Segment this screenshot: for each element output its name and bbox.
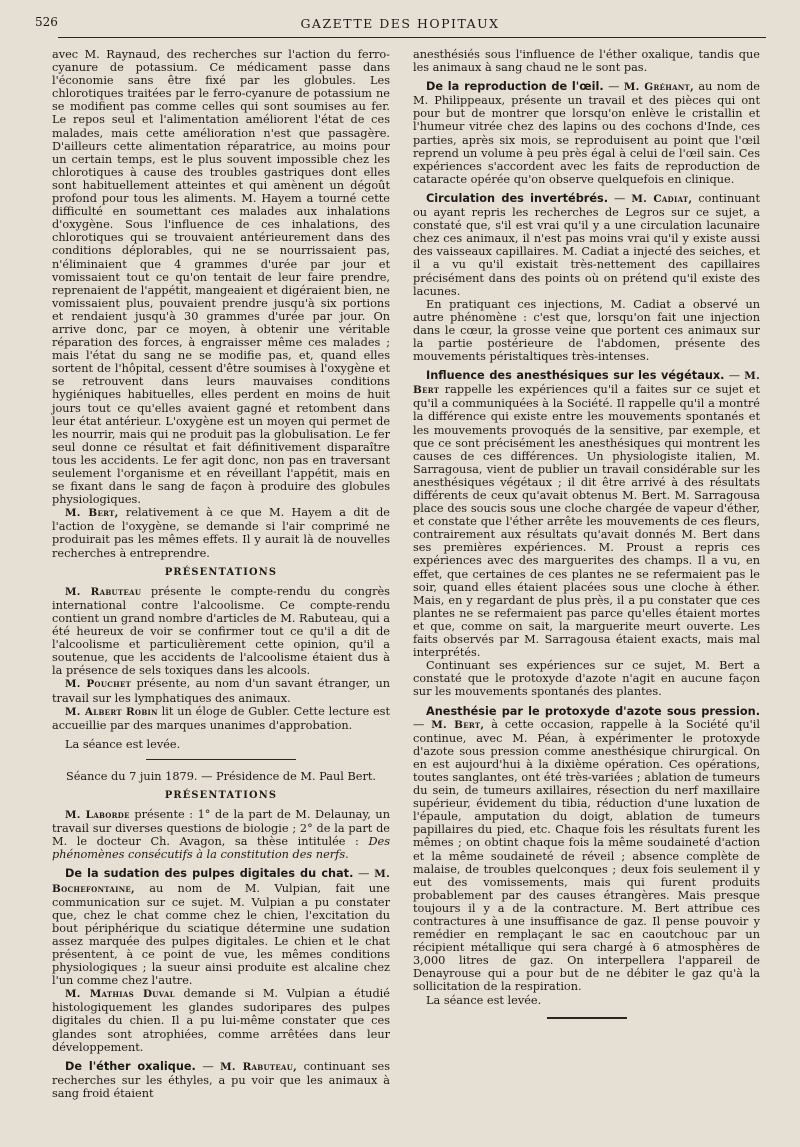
- paragraph: [52, 705, 390, 732]
- article-heading: De la reproduction de l'œil.: [426, 80, 604, 94]
- speaker-name: M. Cadiat,: [631, 192, 693, 205]
- paragraph-text: à cette occasion, rappelle à la Société qu'il continue, avec M. Péan, à expérimenter le protoxyde d'azote sous pression comme anesthésique chirurgical. On en est aujourd'hui à la dixième opération. Ces opérations, toutes sanglantes, ont été très-variées ; ablation de tumeurs du sein, de tumeurs axillaires, résection du nerf maxillaire supérieur, évidement du tibia, réduction d'une luxation de l'épaule, amputation du doigt, ablation de tumeurs papillaires du pied, etc. Chaque fois les résultats furent les mêmes ; on obtint chaque fois la même soudaineté d'action et la même soudaineté de réveil ; absence complète de malaise, de troubles quelconques ; deux fois seulement il y eut des vomissements, mais qui furent produits probablement par des causes étrangères. Mais presque toujours il y a de la contracture. M. Bert attribue ces contractures à une insuffisance de gaz. Il pense pouvoir y remédier en remplaçant le sac en caoutchouc par un récipient métallique qui sera chargé à 6 atmosphères de 3,000 litres de gaz. On interpellera l'appareil de Denayrouse qui a pour but de ne débiter le gaz qu'à la sollicitation de la respiration.: [413, 717, 760, 994]
- speaker-name: M. Rabuteau: [65, 585, 142, 598]
- paragraph-text: lit un éloge de Gubler. Cette lecture est accueillie par des marques unanimes d'approbation.: [52, 704, 390, 732]
- speaker-name: M. Bert,: [431, 718, 485, 731]
- paragraph: [52, 506, 390, 559]
- section-heading: PRÉSENTATIONS: [164, 566, 278, 578]
- paragraph: Anesthésie par le protoxyde d'azote sous pression. — M. Bert, à cette occasion, rappelle à la Société qu'il continue, avec M. Péan, à expérimenter le protoxyde d'azote sous pression comme anesthésique chirurgical. On en est aujourd'hui à la dixième opération. Ces opérations, toutes sanglantes, ont été très-variées ; ablation de tumeurs du sein, de tumeurs axillaires, résection du nerf maxillaire supérieur, évidement du tibia, réduction d'une luxation de l'épaule, amputation du doigt, ablation de tumeurs papillaires du pied, etc. Chaque fois les résultats furent les mêmes ; on obtint chaque fois la même soudaineté d'action et la même soudaineté de réveil ; absence complète de malaise, de troubles quelconques ; deux fois seulement il y eut des vomissements, mais qui furent produits probablement par des causes étrangères. Mais presque toujours il y a de la contracture. M. Bert attribue ces contractures à une insuffisance de gaz. Il pense pouvoir y remédier en remplaçant le sac en caoutchouc par un récipient métallique qui sera chargé à 6 atmosphères de 3,000 litres de gaz. On interpellera l'appareil de Denayrouse qui a pour but de ne débiter le gaz qu'à la sollicitation de la respiration.: [413, 704, 760, 994]
- paragraph: Circulation des invertébrés. — M. Cadiat, continuant ou ayant repris les recherches de Legros sur ce sujet, a constaté que, s'il est vrai qu'il y a une circulation lacunaire chez ces animaux, il n'est pas moins vrai qu'il y existe aussi des vaisseaux capillaires. M. Cadiat a injecté des seiches, et il a vu qu'il existait très-nettement des capillaires précisément dans des points où on prétend qu'il existe des lacunes.: [413, 191, 760, 298]
- page-number: 526: [35, 15, 58, 29]
- paragraph-text: au nom de M. Philippeaux, présente un travail et des pièces qui ont pour but de montrer que lorsqu'on enlève le cristallin et l'humeur vitrée chez des lapins ou des cochons d'Inde, ces parties, après six mois, se reproduisent au point que l'œil reprend un volume à peu près égal à celui de l'œil sain. Ces expériences s'accordent avec les faits de reproduction de cataracte opérée qu'on observe quelquefois en clinique.: [413, 80, 760, 186]
- speaker-name: M. Rabuteau,: [220, 1060, 298, 1073]
- header-rule: [58, 37, 766, 38]
- paragraph-text: présente, au nom d'un savant étranger, un travail sur les lymphatiques des animaux.: [52, 677, 390, 705]
- right-column: [413, 48, 760, 1029]
- ornament-rule: [547, 1017, 627, 1019]
- left-column: [52, 48, 390, 1100]
- paragraph-text: au nom de M. Vulpian, fait une communication sur ce sujet. M. Vulpian a pu constater que, chez le chat comme chez le chien, l'excitation du bout périphérique du sciatique détermine une sudation assez marquée des pulpes digitales. Le chien et le chat présentent, à ce point de vue, les mêmes conditions physiologiques ; la sueur ainsi produite est alcaline chez l'un comme chez l'autre.: [52, 881, 390, 988]
- session-closed: La séance est levée.: [65, 737, 181, 751]
- speaker-name: M. Bert: [413, 370, 760, 397]
- paragraph: Continuant ses expériences sur ce sujet, M. Bert a constaté que le protoxyde d'azote n'agit en aucune façon sur les mouvements spontanés des plantes.: [413, 659, 760, 699]
- speaker-name: M. Albert Robin: [65, 705, 158, 718]
- speaker-name: M. Pouchet: [65, 678, 132, 691]
- speaker-name: M. Bochefontaine,: [52, 868, 390, 895]
- paragraph: avec M. Raynaud, des recherches sur l'action du ferro-cyanure de potassium. Ce médicament passe dans l'économie sans être fixé par les globules. Les chlorotiques traitées par le ferro-cyanure de potassium ne se modifient pas comme celles qui sont soumises au fer. Le repos seul et l'alimentation améliorent l'état de ces malades, mais cette amélioration n'est que passagère. D'ailleurs cette alimentation réparatrice, au moins pour un certain temps, est le plus souvent impossible chez les chlorotiques à cause des troubles gastriques dont elles sont habituellement atteintes et qui amènent un dégoût profond pour tous les aliments. M. Hayem a tourné cette difficulté en soumettant ces malades aux inhalations d'oxygène. Sous l'influence de ces inhalations, des chlorotiques qui se trouvaient antérieurement dans des conditions déplorables, qui ne se nourrissaient pas, n'éliminaient que 4 grammes d'urée par jour et vomissaient tout ce qu'on tentait de leur faire prendre, reprenaient de l'appétit, mangeaient et digéraient bien, ne vomissaient plus, pouvaient prendre jusqu'à six portions et rendaient jusqu'à 30 grammes d'urée par jour. On arrive donc, par ce moyen, à obtenir une véritable réparation des forces, à engraisser même ces malades ; mais l'état du sang ne se modifie pas, et, quand elles sortent de l'hôpital, cessent d'être soumises à l'oxygène et se retrouvent dans leurs mauvaises conditions hygiéniques habituelles, elles perdent en moins de huit jours tout ce qu'elles avaient gagné et retombent dans leur état antérieur. L'oxygène est un moyen qui permet de les nourrir, mais qui ne produit pas la globulisation. Le fer seul donne ce résultat et fait définitivement disparaître tous les accidents. Le fer agit donc, non pas en traversant seulement l'organisme et en réveillant l'appétit, mais en se fixant dans le sang de façon à produire des globules physiologiques.: [52, 48, 390, 507]
- paragraph: En pratiquant ces injections, M. Cadiat a observé un autre phénomène : c'est que, lorsqu'on fait une injection dans le cœur, la grosse veine que portent ces animaux sur la partie postérieure de l'abdomen, présente des mouvements péristaltiques très-intenses.: [413, 297, 760, 364]
- article-heading: De l'éther oxalique.: [65, 1059, 196, 1073]
- paragraph-text: relativement à ce que M. Hayem a dit de l'action de l'oxygène, se demande si l'air comprimé ne produirait pas les mêmes effets. Il y aurait là de nouvelles recherches à entreprendre.: [52, 506, 390, 560]
- speaker-name: M. Bert,: [65, 507, 119, 520]
- paragraph-text: demande si M. Vulpian a étudié histologiquement les glandes sudoripares des pulpes digitales du chien. Il a pu lui-même constater que ces glandes sont atrophiées, comme arrêtées dans leur développement.: [52, 987, 390, 1054]
- paragraph: Influence des anesthésiques sur les végétaux. — M. Bert rappelle les expériences qu'il a faites sur ce sujet et qu'il a communiquées à la Société. Il rappelle qu'il a montré la différence qui existe entre les mouvements spontanés et les mouvements provoqués de la sensitive, par exemple, et que ce sont précisément les anesthésiques qui montrent les causes de ces différences. Un physiologiste italien, M. Sarragousa, vient de publier un travail considérable sur les anesthésiques végétaux ; il dit être arrivé à des résultats différents de ceux qu'avait obtenus M. Bert. M. Sarragousa place des soucis sous une cloche chargée de vapeur d'éther, et constate que l'éther arrête les mouvements de ces fleurs, contrairement aux résultats qu'avait donnés M. Bert dans ses premières expériences. M. Proust a repris ces expériences avec des marguerites des champs. Il a vu, en effet, que certaines de ces plantes ne se refermaient pas le soir, quand elles étaient placées sous une cloche à éther. Mais, en y regardant de plus près, il a pu constater que ces plantes ne se refermaient pas parce qu'elles étaient mortes et que, comme on sait, la marguerite meurt ouverte. Les faits observés par M. Sarragousa étaient exacts, mais mal interprétés.: [413, 369, 760, 660]
- separator-rule: [146, 759, 296, 760]
- article-heading: Anesthésie par le protoxyde d'azote sous pression.: [426, 704, 760, 718]
- paragraph: [52, 808, 390, 861]
- paragraph-text: présente : 1° de la part de M. Delaunay, un travail sur diverses questions de biologie ; 2° de la part de M. le docteur Ch. Avagon, sa thèse intitulée :: [52, 808, 390, 849]
- paragraph: [52, 585, 390, 678]
- session-closed: La séance est levée.: [426, 993, 542, 1007]
- paragraph: De l'éther oxalique. — M. Rabuteau, continuant ses recherches sur les éthyles, a pu voir que les animaux à sang froid étaient: [52, 1059, 390, 1100]
- paragraph-text: rappelle les expériences qu'il a faites sur ce sujet et qu'il a communiquées à la Société. Il rappelle qu'il a montré la différence qui existe entre les mouvements spontanés et les mouvements provoqués de la sensitive, par exemple, et que ce sont précisément les anesthésiques qui montrent les causes de ces différences. Un physiologiste italien, M. Sarragousa, vient de publier un travail considérable sur les anesthésiques végétaux ; il dit être arrivé à des résultats différents de ceux qu'avait obtenus M. Bert. M. Sarragousa place des soucis sous une cloche chargée de vapeur d'éther, et constate que l'éther arrête les mouvements de ces fleurs, contrairement aux résultats qu'avait donnés M. Bert dans ses premières expériences. M. Proust a repris ces expériences avec des marguerites des champs. Il a vu, en effet, que certaines de ces plantes ne se refermaient pas le soir, quand elles étaient placées sous une cloche à éther. Mais, en y regardant de plus près, il a pu constater que ces plantes ne se refermaient pas parce qu'elles étaient mortes et que, comme on sait, la marguerite meurt ouverte. Les faits observés par M. Sarragousa étaient exacts, mais mal interprétés.: [413, 383, 760, 660]
- paragraph: De la sudation des pulpes digitales du chat. — M. Bochefontaine, au nom de M. Vulpian, fait une communication sur ce sujet. M. Vulpian a pu constater que, chez le chat comme chez le chien, l'excitation du bout périphérique du sciatique détermine une sudation assez marquée des pulpes digitales. Le chien et le chat présentent, à ce point de vue, les mêmes conditions physiologiques ; la sueur ainsi produite est alcaline chez l'un comme chez l'autre.: [52, 867, 390, 988]
- article-heading: Circulation des invertébrés.: [426, 191, 609, 205]
- paragraph-text: continuant ses recherches sur les éthyles, a pu voir que les animaux à sang froid étaient: [52, 1059, 390, 1100]
- page-header: [0, 0, 800, 40]
- running-title: GAZETTE DES HOPITAUX: [300, 16, 500, 31]
- article-heading: Influence des anesthésiques sur les végétaux.: [426, 369, 725, 383]
- speaker-name: M. Gréhant,: [623, 81, 694, 94]
- paragraph: anesthésiés sous l'influence de l'éther oxalique, tandis que les animaux à sang chaud ne le sont pas.: [413, 48, 760, 75]
- article-heading: De la sudation des pulpes digitales du chat.: [65, 867, 354, 881]
- paragraph-text: présente le compte-rendu du congrès international contre l'alcoolisme. Ce compte-rendu contient un grand nombre d'articles de M. Rabuteau, qui a été heureux de voir se confirmer tout ce qu'il a dit de l'alcoolisme et particulièrement cette opinion, qu'il a soutenue, que les accidents de l'alcoolisme étaient dus à la présence de sels toxiques dans les alcools.: [52, 584, 390, 678]
- speaker-name: M. Laborde: [65, 809, 130, 822]
- paragraph: [52, 677, 390, 704]
- paragraph-text: continuant ou ayant repris les recherches de Legros sur ce sujet, a constaté que, s'il est vrai qu'il y a une circulation lacunaire chez ces animaux, il n'est pas moins vrai qu'il y existe aussi des vaisseaux capillaires. M. Cadiat a injecté des seiches, et il a vu qu'il existait très-nettement des capillaires précisément dans des points où on prétend qu'il existe des lacunes.: [413, 191, 760, 298]
- paragraph: De la reproduction de l'œil. — M. Gréhant, au nom de M. Philippeaux, présente un travail et des pièces qui ont pour but de montrer que lorsqu'on enlève le cristallin et l'humeur vitrée chez des lapins ou des cochons d'Inde, ces parties, après six mois, se reproduisent au point que l'œil reprend un volume à peu près égal à celui de l'œil sain. Ces expériences s'accordent avec les faits de reproduction de cataracte opérée qu'on observe quelquefois en clinique.: [413, 80, 760, 186]
- thesis-title: Des phénomènes consécutifs à la constitution des nerfs.: [52, 835, 390, 862]
- session-heading: Séance du 7 juin 1879. — Présidence de M. Paul Bert.: [66, 769, 376, 783]
- paragraph: [52, 987, 390, 1053]
- section-heading: PRÉSENTATIONS: [164, 789, 278, 801]
- speaker-name: M. Mathias Duval: [65, 988, 175, 1001]
